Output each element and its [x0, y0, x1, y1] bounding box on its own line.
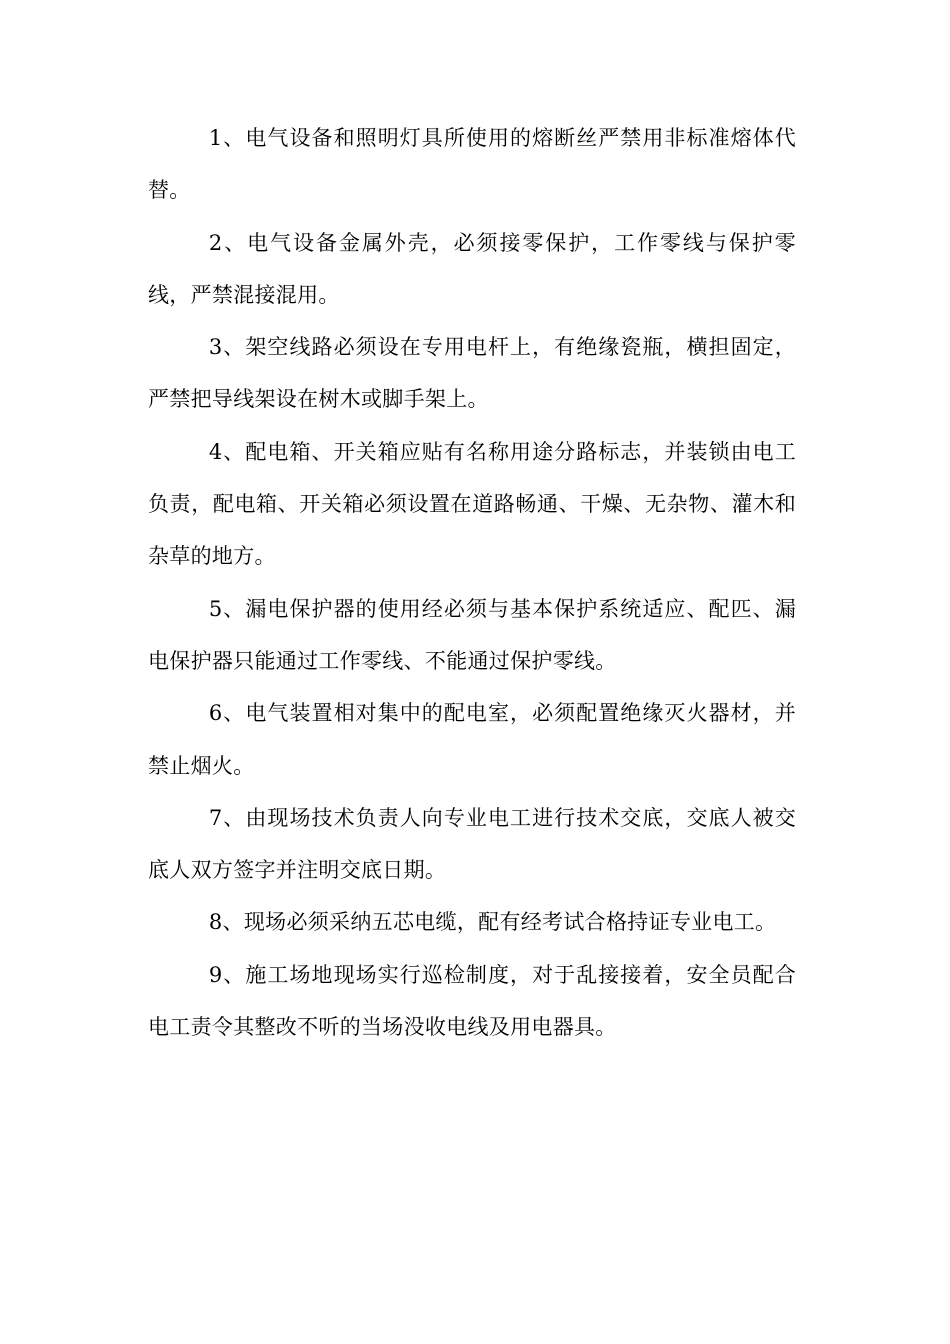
paragraph-7: 7、由现场技术负责人向专业电工进行技术交底，交底人被交底人双方签字并注明交底日期。	[148, 805, 796, 883]
paragraph-5: 5、漏电保护器的使用经必须与基本保护系统适应、配匹、漏电保护器只能通过工作零线、不能通过保护零线。	[148, 596, 796, 673]
paragraph-9: 9、施工场地现场实行巡检制度，对于乱接接着，安全员配合电工责令其整改不听的当场没收电线及用电器具。	[148, 962, 796, 1040]
paragraph-4: 4、配电箱、开关箱应贴有名称用途分路标志，并装锁由电工负责，配电箱、开关箱必须设置在道路畅通、干燥、无杂物、灌木和杂草的地方。	[148, 439, 796, 569]
paragraph-1: 1、电气设备和照明灯具所使用的熔断丝严禁用非标准熔体代替。	[148, 126, 796, 203]
paragraph-2: 2、电气设备金属外壳，必须接零保护，工作零线与保护零线，严禁混接混用。	[148, 230, 796, 307]
document-body	[148, 112, 796, 1053]
paragraph-8: 8、现场必须采纳五芯电缆，配有经考试合格持证专业电工。	[208, 910, 777, 935]
paragraph-6: 6、电气装置相对集中的配电室，必须配置绝缘灭火器材，并禁止烟火。	[148, 701, 796, 778]
paragraph-3: 3、架空线路必须设在专用电杆上，有绝缘瓷瓶，横担固定，严禁把导线架设在树木或脚手架上。	[148, 335, 796, 412]
